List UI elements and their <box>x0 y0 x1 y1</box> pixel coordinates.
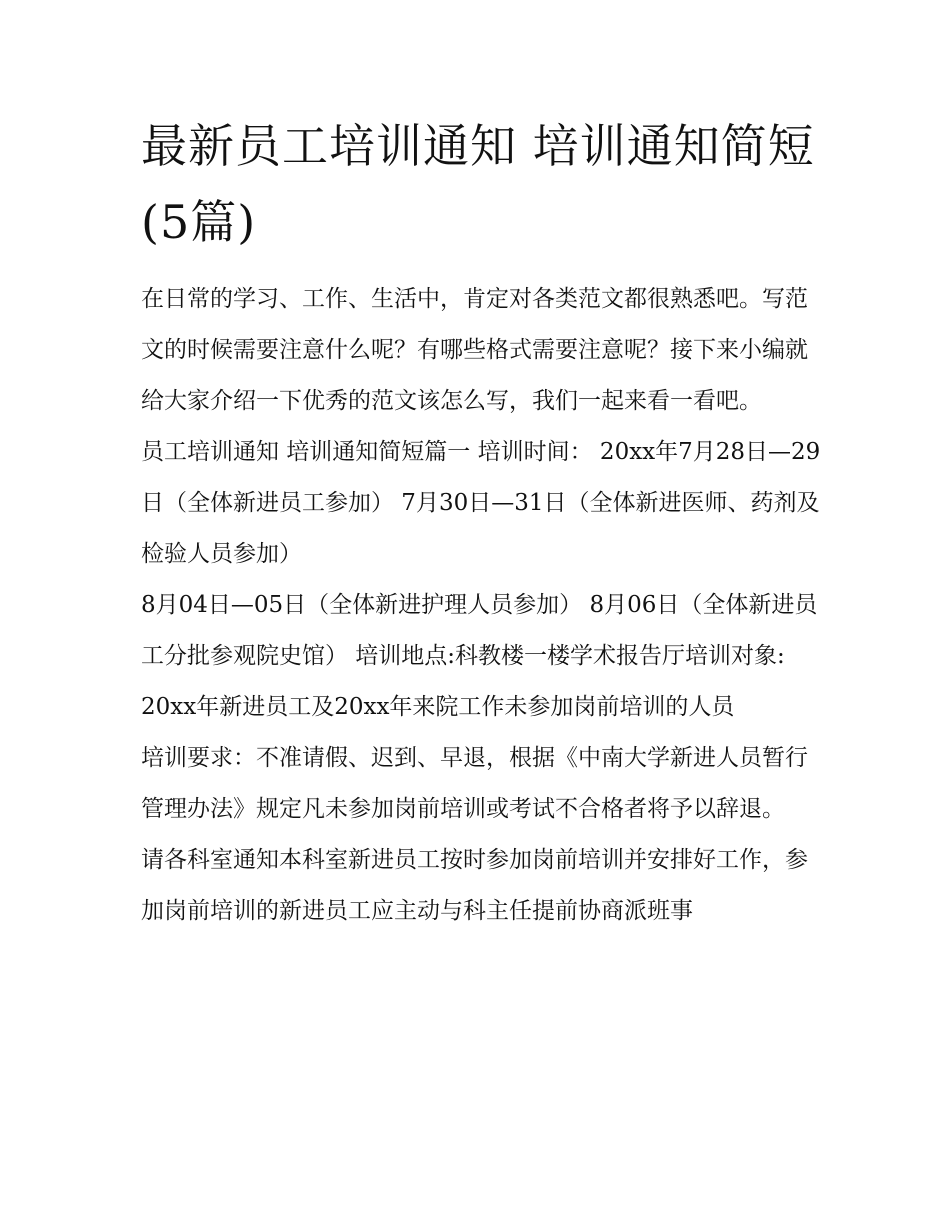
document-title: 最新员工培训通知 培训通知简短(5篇) <box>141 119 815 249</box>
training-time-paragraph: 员工培训通知 培训通知简短篇一 培训时间： 20xx年7月28日—29日（全体新进员工参加） 7月30日—31日（全体新进医师、药剂及检验人员参加） <box>141 439 821 567</box>
training-target-paragraph: 20xx年新进员工及20xx年来院工作未参加岗前培训的人员 <box>141 694 735 720</box>
intro-paragraph: 在日常的学习、工作、生活中，肯定对各类范文都很熟悉吧。写范文的时候需要注意什么呢？有哪些格式需要注意呢？接下来小编就给大家介绍一下优秀的范文该怎么写，我们一起来看一看吧。 <box>141 286 808 414</box>
training-requirements-paragraph: 培训要求：不准请假、迟到、早退，根据《中南大学新进人员暂行管理办法》规定凡未参加岗前培训或考试不合格者将予以辞退。 <box>141 745 808 822</box>
department-notice-paragraph: 请各科室通知本科室新进员工按时参加岗前培训并安排好工作，参加岗前培训的新进员工应主动与科主任提前协商派班事 <box>141 847 808 924</box>
document-page <box>141 108 821 937</box>
training-schedule-paragraph: 8月04日—05日（全体新进护理人员参加） 8月06日（全体新进员工分批参观院史馆） 培训地点:科教楼一楼学术报告厅培训对象: <box>141 592 818 669</box>
